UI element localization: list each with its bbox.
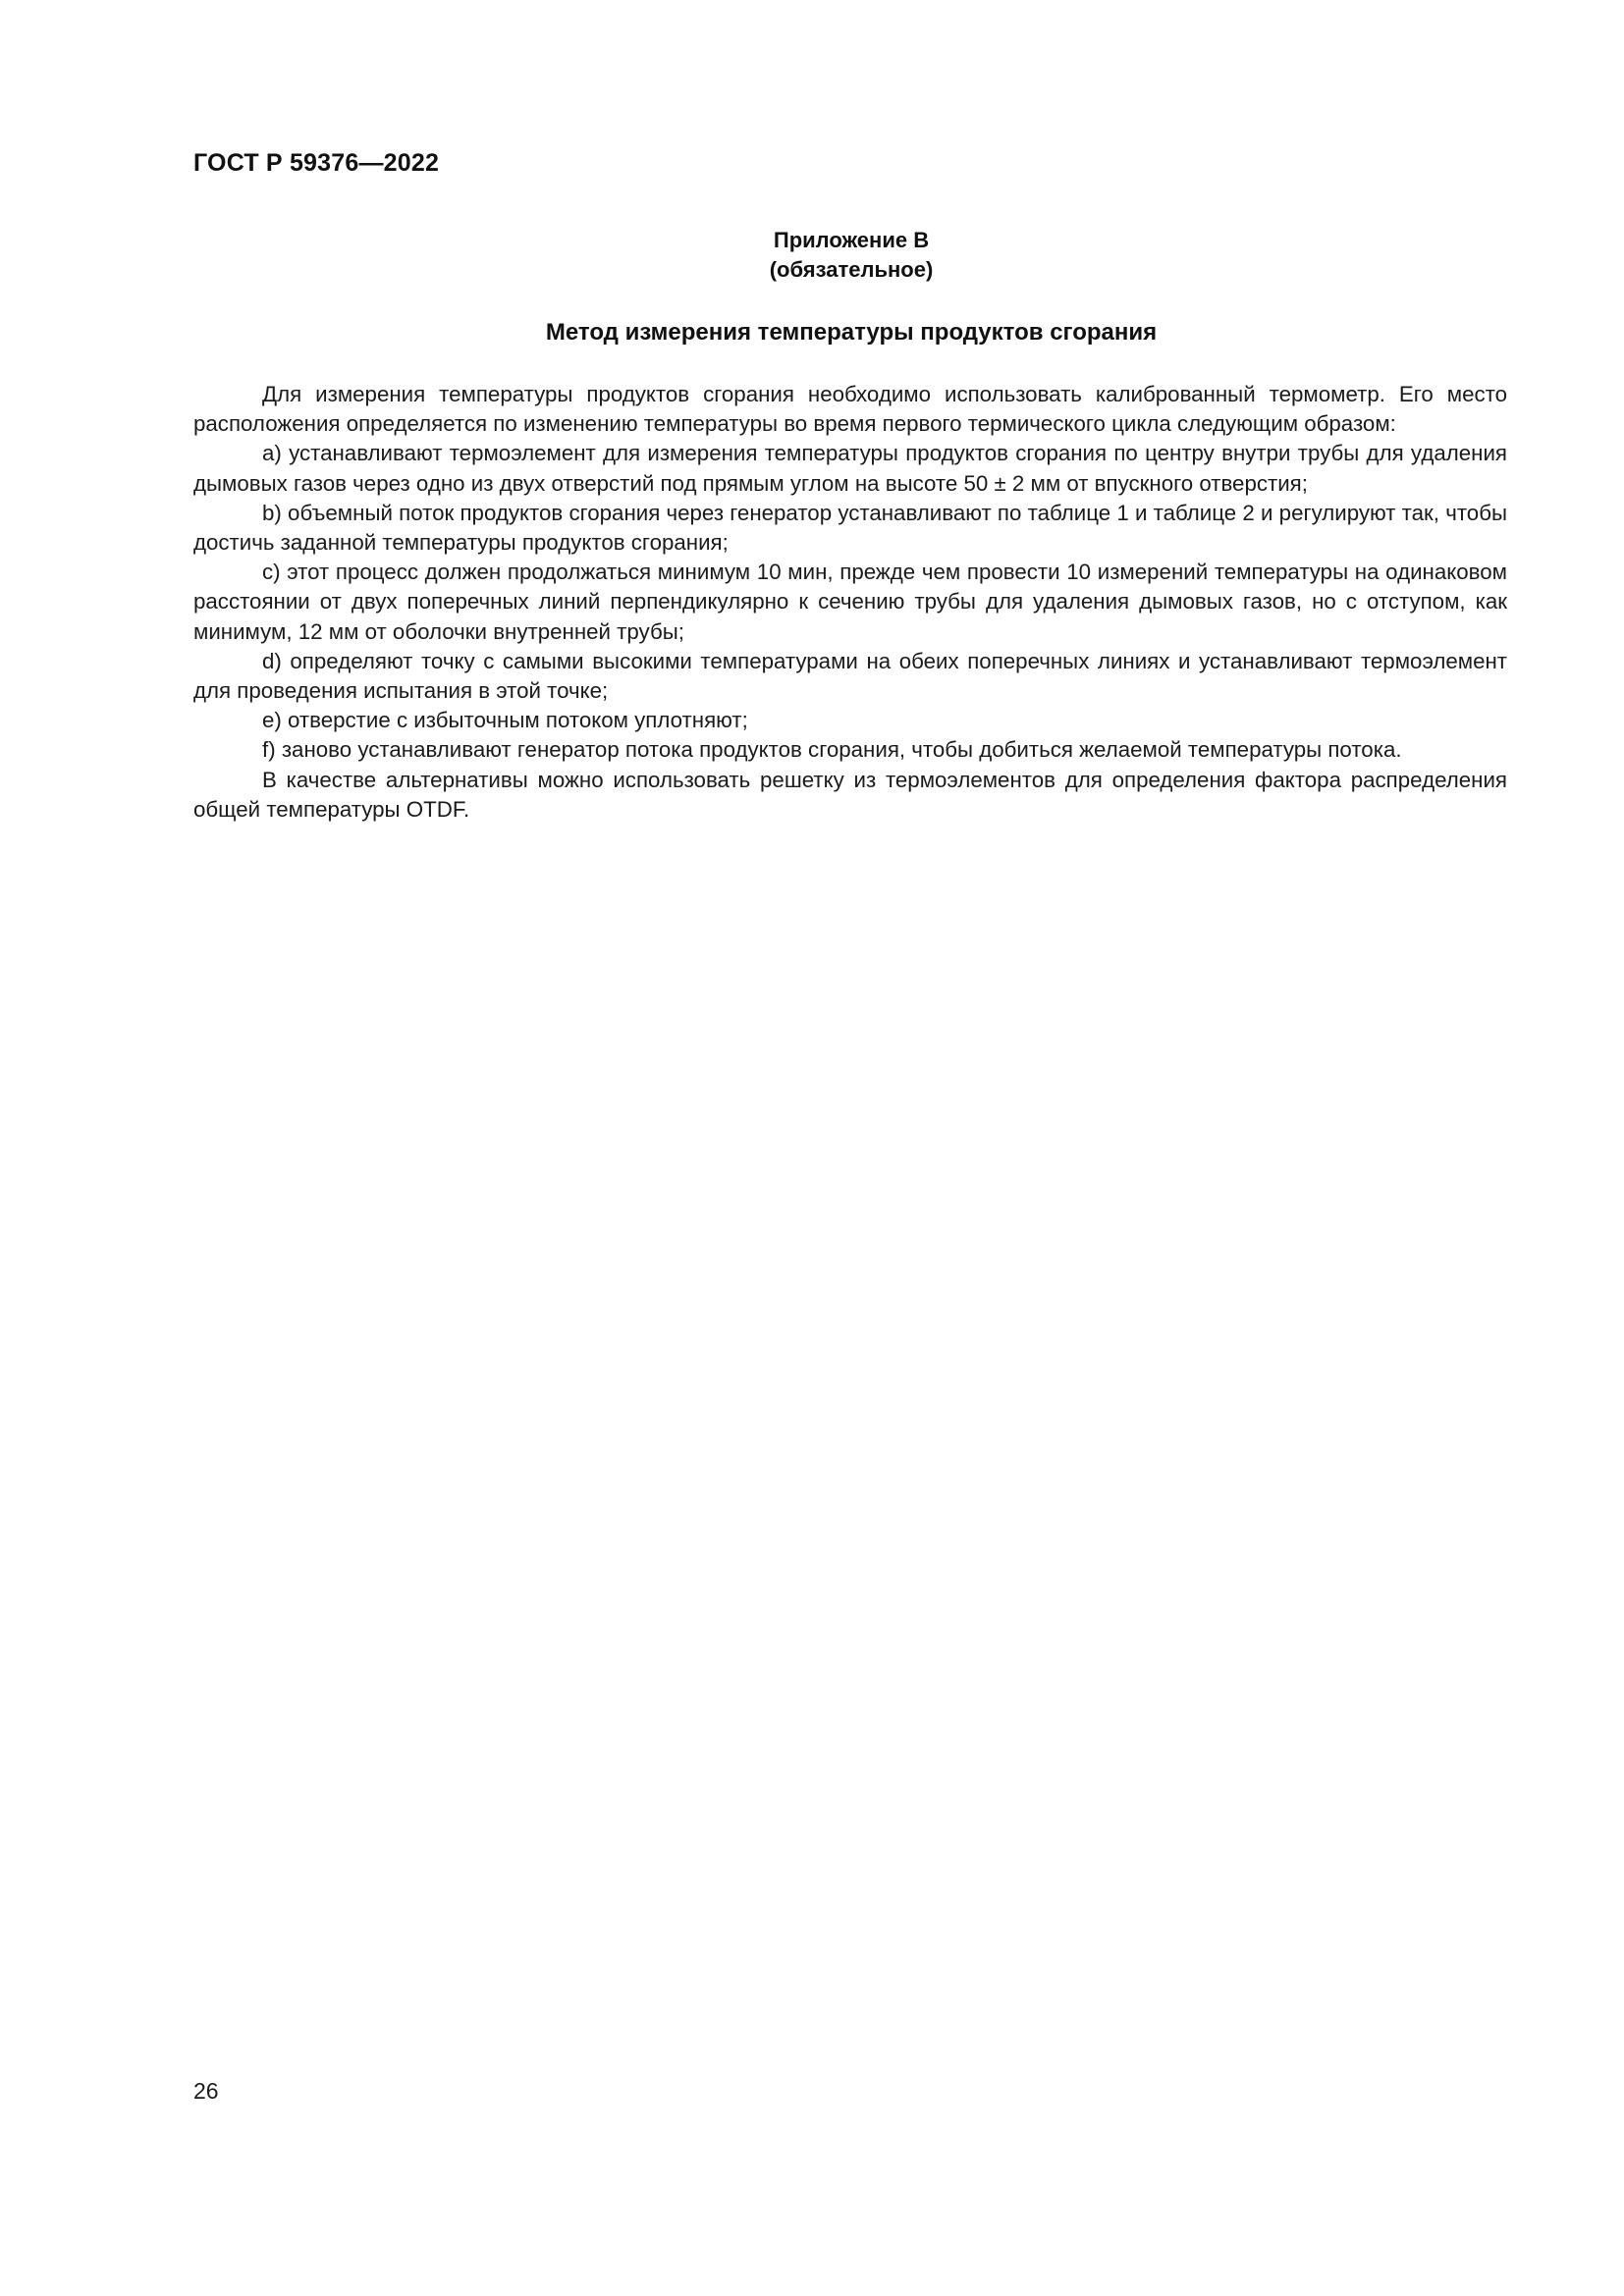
annex-status: (обязательное): [769, 257, 934, 282]
annex-title: Метод измерения температуры продуктов сгорания: [545, 319, 1158, 346]
annex-heading: [193, 226, 1509, 285]
list-item-d: d) определяют точку с самыми высокими температурами на обеих поперечных линиях и устанавливают термоэлемент для проведения испытания в этой точке;: [193, 648, 1507, 704]
list-item-c: c) этот процесс должен продолжаться минимум 10 мин, прежде чем провести 10 измерений температуры на одинаковом расстоянии от двух поперечных линий перпендикулярно к сечению трубы для удаления дымовых газов, но с отступом, как минимум, 12 мм от оболочки внутренней трубы;: [193, 560, 1507, 644]
annex-label: Приложение В: [773, 228, 930, 252]
list-item-b: b) объемный поток продуктов сгорания через генератор устанавливают по таблице 1 и таблице 2 и регулируют так, чтобы достичь заданной температуры продуктов сгорания;: [193, 500, 1507, 556]
intro-paragraph: Для измерения температуры продуктов сгорания необходимо использовать калиброванный термометр. Его место расположения определяется по изменению температуры во время первого термического цикла следующим образом:: [193, 382, 1507, 437]
document-standard-id: ГОСТ Р 59376—2022: [193, 149, 440, 177]
page-number: 26: [193, 2078, 219, 2104]
list-item-f: f) заново устанавливают генератор потока продуктов сгорания, чтобы добиться желаемой температуры потока.: [262, 737, 1402, 763]
body-text: [193, 380, 1507, 825]
alternative-paragraph: В качестве альтернативы можно использовать решетку из термоэлементов для определения фактора распределения общей температуры OTDF.: [193, 767, 1507, 822]
list-item-a: a) устанавливают термоэлемент для измерения температуры продуктов сгорания по центру внутри трубы для удаления дымовых газов через одно из двух отверстий под прямым углом на высоте 50 ± 2 мм от впускного отверстия;: [193, 441, 1507, 496]
list-item-e: e) отверстие с избыточным потоком уплотняют;: [262, 708, 748, 733]
